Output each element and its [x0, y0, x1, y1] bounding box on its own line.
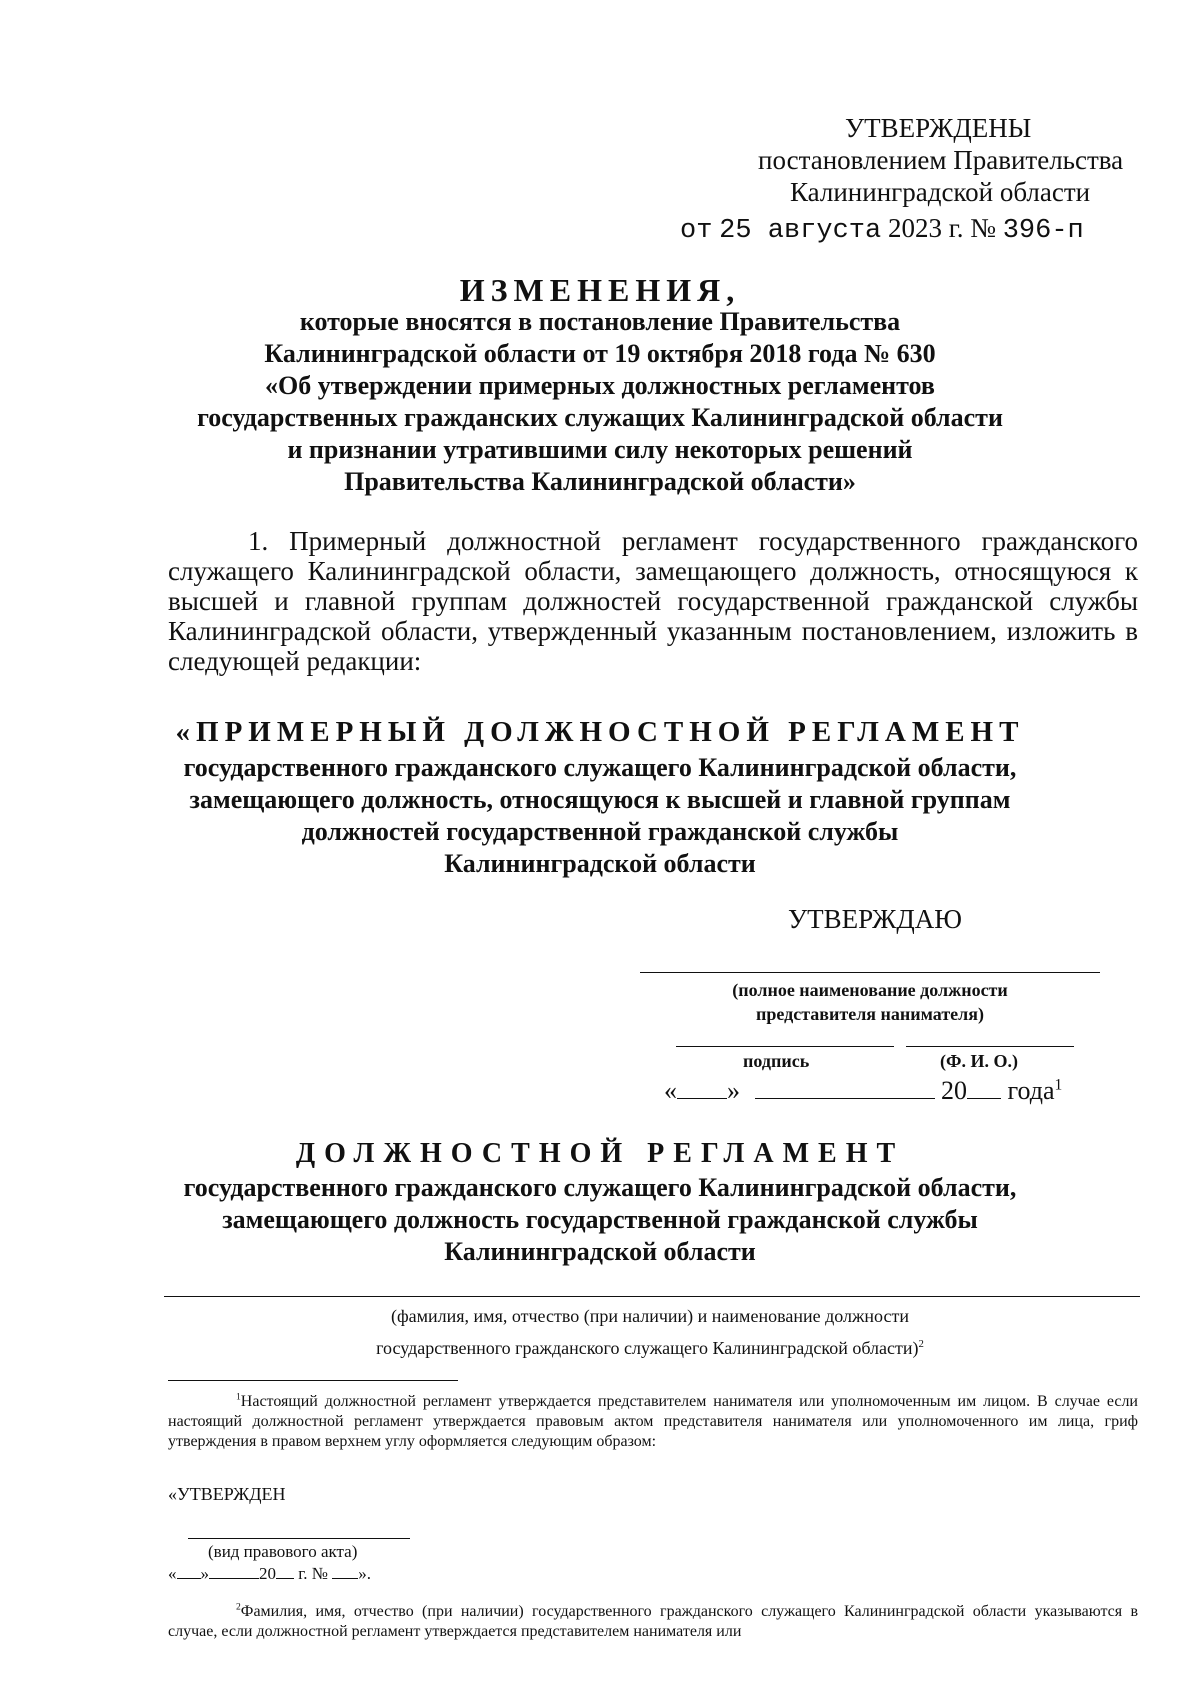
changes-title: ИЗМЕНЕНИЯ, [459, 272, 741, 308]
approval-line-2: Калининградской области [790, 177, 1091, 207]
date-close-quote: » [727, 1076, 740, 1105]
fn1-year-suffix: г. № [298, 1564, 329, 1583]
fn1-date-close: » [200, 1564, 209, 1583]
footnote-1-act-caption: (вид правового акта) [208, 1542, 358, 1561]
changes-subtitle-line: «Об утверждении примерных должностных регламентов [265, 371, 935, 400]
fn1-end: ». [358, 1564, 372, 1583]
approval-date-prefix: от [680, 216, 713, 246]
position-caption-line-2: представителя нанимателя) [756, 1004, 984, 1024]
paragraph-1 [168, 526, 1138, 676]
date-open-quote: « [664, 1076, 677, 1105]
regulation-subtitle-line: государственного гражданского служащего Калининградской области, [183, 753, 1017, 782]
name-caption-line-1: (фамилия, имя, отчество (при наличии) и наименование должности [390, 1306, 909, 1326]
fn1-year: 20 [259, 1564, 276, 1583]
changes-subtitle-line: Правительства Калининградской области» [344, 467, 856, 496]
year-blank [967, 1098, 1001, 1099]
footnotes [168, 1391, 1138, 1640]
day-blank [677, 1098, 727, 1099]
job-regulation-subtitle-line: замещающего должность государственной гражданской службы [222, 1205, 978, 1234]
approve-title: УТВЕРЖДАЮ [788, 904, 963, 934]
footnote-ref-1: 1 [1054, 1076, 1063, 1094]
fio-caption: (Ф. И. О.) [940, 1051, 1018, 1071]
approval-line-1: постановлением Правительства [758, 145, 1124, 175]
job-regulation-subtitle-line: государственного гражданского служащего Калининградской области, [183, 1173, 1017, 1202]
regulation-subtitle-line: замещающего должность, относящуюся к высшей и главной группам [189, 785, 1011, 814]
job-regulation-subtitle [120, 1172, 1080, 1268]
changes-subtitle-line: которые вносятся в постановление Правительства [299, 307, 901, 336]
fn1-day-blank [177, 1578, 201, 1579]
changes-subtitle-line: Калининградской области от 19 октября 2018 года № 630 [264, 339, 936, 368]
name-caption [160, 1300, 1140, 1364]
footnote-separator [168, 1380, 458, 1381]
month-blank [755, 1098, 935, 1099]
regulation-subtitle [120, 752, 1080, 880]
footnote-2-text: Фамилия, имя, отчество (при наличии) государственного гражданского служащего Калининградской области указываются в случае, если должностной регламент утверждается представителем нанимателя или [168, 1603, 1138, 1640]
footnote-1-text: Настоящий должностной регламент утверждается представителем нанимателя или уполномоченным им лицом. В случае если настоящий должностной регламент утверждается правовым актом представителя нанимателя или уполномоченного им лица, гриф утверждения в правом верхнем углу оформляется следующим образом: [168, 1393, 1138, 1450]
act-line [188, 1538, 410, 1539]
approval-date-line [680, 212, 1084, 247]
footnote-1-mark: 1 [236, 1391, 241, 1403]
changes-subtitle-line: государственных гражданских служащих Калининградской области [197, 403, 1003, 432]
name-caption-line-2-text: государственного гражданского служащего Калининградской области) [376, 1338, 919, 1358]
job-regulation-subtitle-line: Калининградской области [444, 1237, 756, 1266]
regulation-title: «ПРИМЕРНЫЙ ДОЛЖНОСТНОЙ РЕГЛАМЕНТ [175, 716, 1025, 748]
approval-number-value: 396-п [1002, 216, 1084, 246]
signature-caption: подпись [743, 1051, 810, 1071]
fio-line [906, 1046, 1074, 1047]
footnote-1-date-line [168, 1564, 371, 1584]
footnote-ref-2: 2 [918, 1338, 924, 1350]
footnote-1-stamp: «УТВЕРЖДЕН [168, 1484, 286, 1504]
approval-number-sign: № [970, 213, 996, 243]
changes-subtitle [120, 306, 1080, 498]
footnote-2-mark: 2 [236, 1601, 241, 1613]
approval-date-value: 25 августа [719, 216, 882, 246]
fn1-date-open: « [168, 1564, 177, 1583]
regulation-subtitle-line: должностей государственной гражданской службы [301, 817, 899, 846]
approval-title: УТВЕРЖДЕНЫ [845, 113, 1032, 143]
regulation-subtitle-line: Калининградской области [444, 849, 756, 878]
position-caption [640, 978, 1100, 1026]
year-suffix: года [1007, 1076, 1055, 1105]
approval-year: 2023 г. [887, 213, 964, 243]
changes-subtitle-line: и признании утратившими силу некоторых решений [287, 435, 913, 464]
job-regulation-title: ДОЛЖНОСТНОЙ РЕГЛАМЕНТ [295, 1138, 905, 1169]
footnote-2 [168, 1602, 1138, 1642]
name-line [164, 1296, 1140, 1297]
fn1-year-blank [276, 1578, 294, 1579]
position-line [640, 972, 1100, 973]
date-line [664, 1076, 1062, 1106]
name-caption-line-2 [160, 1332, 1140, 1364]
fn1-number-blank [332, 1578, 358, 1579]
position-caption-line-1: (полное наименование должности [732, 980, 1008, 1000]
paragraph-1-text: 1. Примерный должностной регламент государственного гражданского служащего Калининградской области, замещающего должность, относящуюся к высшей и главной группам должностей государственной гражданской службы Калининградской области, утвержденный указанным постановлением, изложить в следующей редакции: [168, 526, 1138, 676]
signature-line [676, 1046, 894, 1047]
footnote-1 [168, 1392, 1138, 1452]
year-prefix: 20 [941, 1076, 967, 1105]
fn1-month-blank [209, 1578, 259, 1579]
